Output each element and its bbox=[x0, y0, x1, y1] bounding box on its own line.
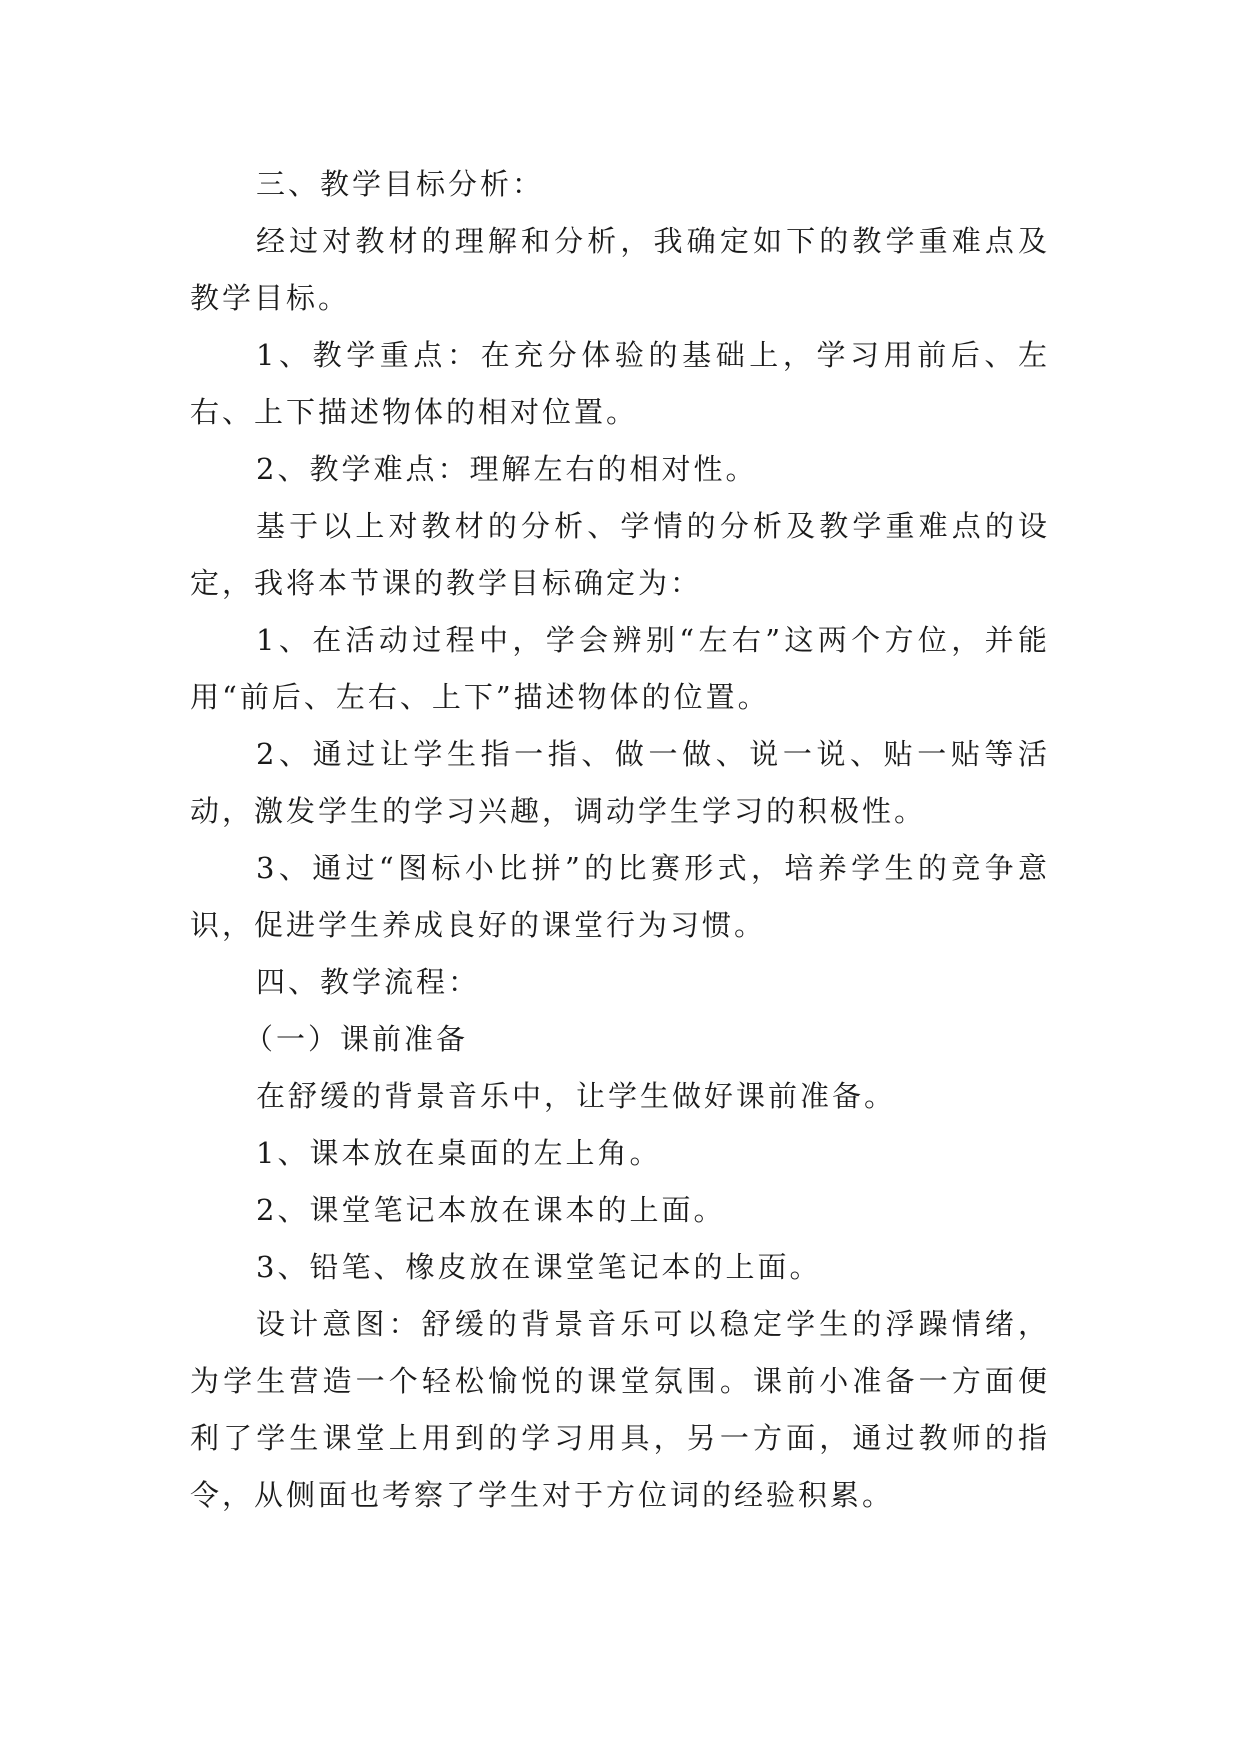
list-item: 3、通过“图标小比拼”的比赛形式，培养学生的竞争意识，促进学生养成良好的课堂行为习惯。 bbox=[190, 851, 1050, 942]
list-item: 1、在活动过程中，学会辨别“左右”这两个方位，并能用“前后、左右、上下”描述物体的位置。 bbox=[190, 623, 1050, 714]
paragraph: 基于以上对教材的分析、学情的分析及教学重难点的设定，我将本节课的教学目标确定为： bbox=[190, 509, 1050, 600]
section-heading-objectives: 三、教学目标分析： bbox=[256, 167, 545, 201]
list-item: 2、教学难点：理解左右的相对性。 bbox=[256, 452, 758, 486]
document-body bbox=[190, 156, 1050, 1524]
paragraph: 经过对教材的理解和分析，我确定如下的教学重难点及教学目标。 bbox=[190, 224, 1050, 315]
list-item: 3、铅笔、橡皮放在课堂笔记本的上面。 bbox=[256, 1250, 822, 1284]
list-item: 2、课堂笔记本放在课本的上面。 bbox=[256, 1193, 726, 1227]
subsection-heading: （一）课前准备 bbox=[244, 1022, 469, 1056]
section-heading-process: 四、教学流程： bbox=[256, 965, 481, 999]
list-item: 1、教学重点：在充分体验的基础上，学习用前后、左右、上下描述物体的相对位置。 bbox=[190, 338, 1050, 429]
list-item: 2、通过让学生指一指、做一做、说一说、贴一贴等活动，激发学生的学习兴趣，调动学生学习的积极性。 bbox=[190, 737, 1050, 828]
list-item: 1、课本放在桌面的左上角。 bbox=[256, 1136, 662, 1170]
paragraph: 在舒缓的背景音乐中，让学生做好课前准备。 bbox=[256, 1079, 897, 1113]
design-intent-paragraph: 设计意图：舒缓的背景音乐可以稳定学生的浮躁情绪，为学生营造一个轻松愉悦的课堂氛围。课前小准备一方面便利了学生课堂上用到的学习用具，另一方面，通过教师的指令，从侧面也考察了学生对于方位词的经验积累。 bbox=[190, 1307, 1050, 1512]
